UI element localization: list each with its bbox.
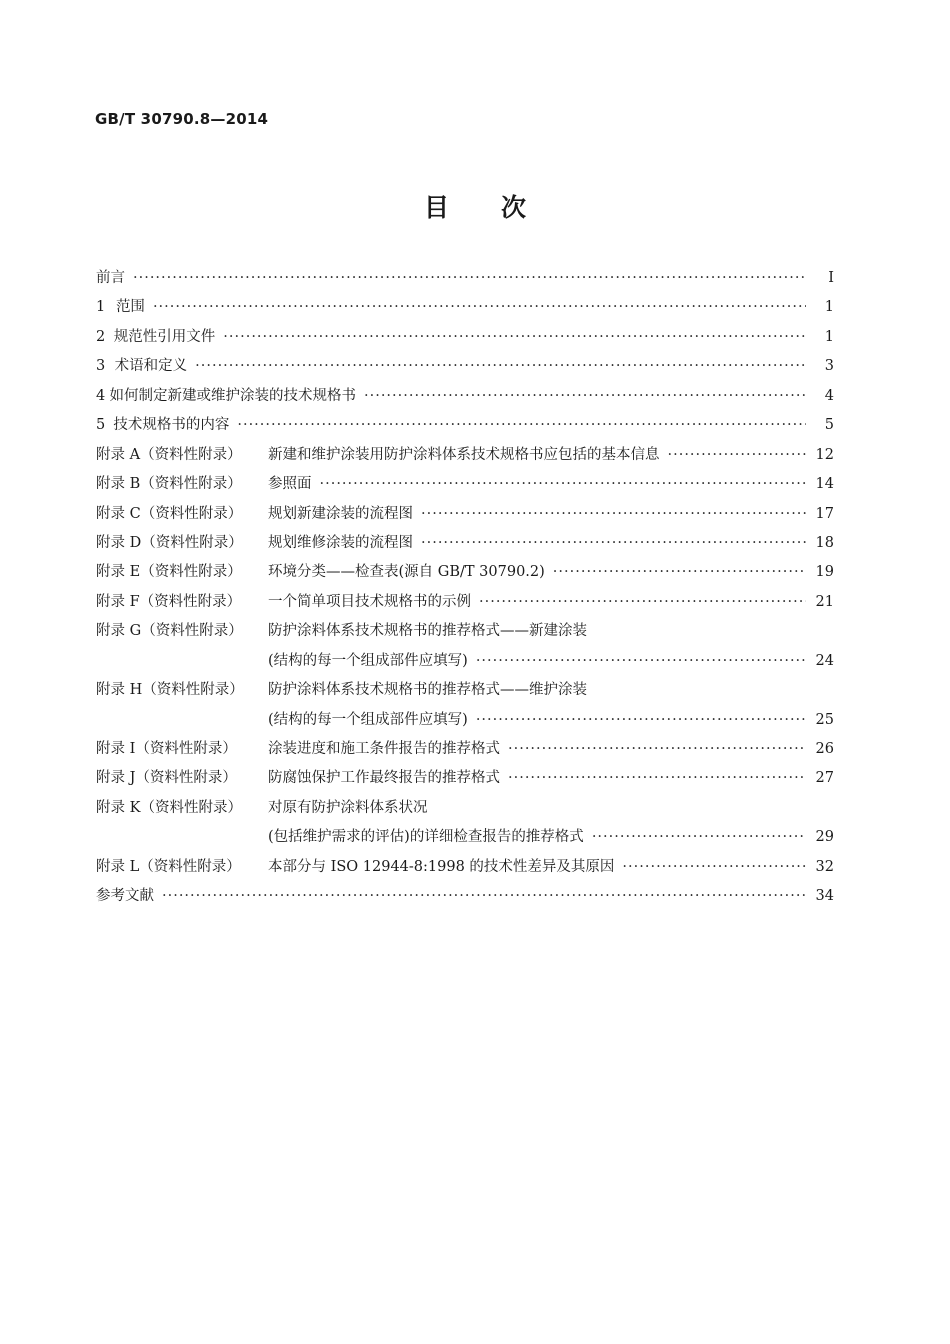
toc-entry[interactable]	[96, 794, 834, 823]
toc-leader-dots	[421, 500, 806, 529]
toc-entry[interactable]	[96, 323, 834, 352]
toc-entry-page-number: 29	[815, 829, 834, 846]
toc-entry[interactable]	[96, 264, 834, 293]
toc-leader-dots	[476, 647, 806, 676]
toc-entry-label: 技术规格书的内容	[113, 417, 230, 434]
toc-entry-page-number: 12	[815, 446, 834, 463]
toc-entry-page-number: 32	[815, 858, 834, 875]
toc-entry-label: 一个简单项目技术规格书的示例	[268, 593, 471, 610]
toc-entry-annex-prefix: 附录 G（资料性附录）	[96, 623, 243, 640]
toc-entry-page-number: 4	[824, 387, 834, 404]
toc-leader-dots	[153, 293, 806, 322]
toc-entry[interactable]	[96, 706, 834, 735]
toc-entry-label: 环境分类——检查表(源自 GB/T 30790.2)	[268, 564, 545, 581]
toc-entry-annex-prefix: 附录 L（资料性附录）	[96, 858, 241, 875]
toc-leader-dots	[223, 323, 806, 352]
toc-entry[interactable]	[96, 823, 834, 852]
toc-leader-dots	[508, 735, 806, 764]
toc-entry-page-number: 3	[824, 358, 834, 375]
toc-leader-dots	[592, 823, 806, 852]
toc-entry[interactable]	[96, 853, 834, 882]
toc-entry-page-number: 24	[815, 652, 834, 669]
toc-entry[interactable]	[96, 529, 834, 558]
toc-entry-number: 1	[96, 299, 106, 316]
toc-entry[interactable]	[96, 293, 834, 322]
toc-entry[interactable]	[96, 882, 834, 911]
toc-entry-label: 新建和维护涂装用防护涂料体系技术规格书应包括的基本信息	[268, 446, 660, 463]
toc-entry-label: 防护涂料体系技术规格书的推荐格式——维护涂装	[268, 682, 587, 699]
toc-leader-dots	[162, 882, 806, 911]
toc-entry-number: 5	[96, 417, 106, 434]
toc-entry-number: 2	[96, 328, 106, 345]
toc-leader-dots	[479, 588, 806, 617]
toc-entry-label: 术语和定义	[114, 358, 188, 375]
toc-leader-dots	[364, 382, 806, 411]
toc-entry[interactable]	[96, 588, 834, 617]
toc-entry[interactable]	[96, 735, 834, 764]
toc-entry-page-number: 21	[815, 593, 834, 610]
toc-entry-annex-prefix: 附录 K（资料性附录）	[96, 799, 242, 816]
toc-entry[interactable]	[96, 382, 834, 411]
toc-entry-annex-prefix: 附录 E（资料性附录）	[96, 564, 242, 581]
toc-entry-annex-prefix: 附录 F（资料性附录）	[96, 593, 242, 610]
toc-entry-annex-prefix: 附录 B（资料性附录）	[96, 476, 242, 493]
toc-entry-label: 前言	[96, 270, 125, 286]
toc-entry-label: 规划维修涂装的流程图	[268, 534, 413, 551]
toc-leader-dots	[668, 441, 807, 470]
toc-entry-label: 防腐蚀保护工作最终报告的推荐格式	[268, 770, 500, 787]
toc-leader-dots	[421, 529, 806, 558]
toc-entry-page-number: Ⅰ	[828, 270, 834, 286]
toc-entry-annex-prefix: 附录 C（资料性附录）	[96, 505, 243, 522]
toc-entry-label: 范围	[115, 299, 145, 316]
toc-entry-page-number: 34	[815, 888, 834, 905]
toc-entry[interactable]	[96, 558, 834, 587]
toc-entry-annex-prefix: 附录 A（资料性附录）	[96, 446, 242, 463]
toc-entry-number: 3	[96, 358, 106, 375]
toc-entry-page-number: 26	[815, 741, 834, 757]
toc-entry-label: 参照面	[268, 476, 312, 493]
toc-entry-label: 对原有防护涂料体系状况	[268, 799, 428, 816]
toc-entry[interactable]	[96, 676, 834, 705]
toc-leader-dots	[622, 853, 806, 882]
toc-entry-label: (结构的每一个组成部件应填写)	[268, 652, 468, 669]
toc-entry-label: (包括维护需求的评估)的详细检查报告的推荐格式	[268, 829, 584, 846]
toc-entry-page-number: 1	[824, 328, 834, 345]
toc-leader-dots	[237, 411, 806, 440]
toc-leader-dots	[320, 470, 807, 499]
toc-leader-dots	[195, 352, 806, 381]
toc-entry-number: 4	[96, 387, 106, 404]
toc-entry[interactable]	[96, 500, 834, 529]
toc-entry[interactable]	[96, 764, 834, 793]
toc-entry-page-number: 17	[815, 505, 834, 522]
toc-entry[interactable]	[96, 647, 834, 676]
toc-entry-label: 防护涂料体系技术规格书的推荐格式——新建涂装	[268, 623, 587, 640]
toc-entry-annex-prefix: 附录 H（资料性附录）	[96, 682, 244, 699]
toc-leader-dots	[508, 764, 806, 793]
toc-entry[interactable]	[96, 470, 834, 499]
toc-entry-page-number: 25	[815, 711, 834, 728]
toc-entry-label: 规范性引用文件	[113, 328, 216, 345]
toc-leader-dots	[553, 558, 806, 587]
toc-entry-annex-prefix: 附录 I（资料性附录）	[96, 741, 237, 757]
toc-entry[interactable]	[96, 617, 834, 646]
toc-entry-label: 涂装进度和施工条件报告的推荐格式	[268, 741, 500, 757]
toc-entry-page-number: 14	[815, 476, 834, 493]
toc-entry[interactable]	[96, 411, 834, 440]
toc-entry-label: 规划新建涂装的流程图	[268, 505, 413, 522]
toc-entry[interactable]	[96, 441, 834, 470]
toc-entry-annex-prefix: 附录 J（资料性附录）	[96, 770, 237, 787]
toc-entry-page-number: 18	[815, 534, 834, 551]
toc-entry-page-number: 27	[815, 770, 834, 787]
toc-entry-label: 本部分与 ISO 12944-8:1998 的技术性差异及其原因	[268, 858, 615, 875]
toc-entry-page-number: 1	[824, 299, 834, 316]
toc-entry-label: 如何制定新建或维护涂装的技术规格书	[109, 387, 356, 404]
toc-title: 目次	[423, 193, 578, 222]
document-code: GB/T 30790.8—2014	[95, 110, 269, 128]
toc-entry-label: (结构的每一个组成部件应填写)	[268, 711, 468, 728]
toc-leader-dots	[476, 706, 806, 735]
toc-entry-page-number: 19	[815, 564, 834, 581]
toc-entry-page-number: 5	[824, 417, 834, 434]
toc-entry[interactable]	[96, 352, 834, 381]
toc-entry-label: 参考文献	[96, 888, 154, 905]
toc-leader-dots	[133, 264, 806, 293]
table-of-contents	[96, 264, 834, 912]
toc-entry-annex-prefix: 附录 D（资料性附录）	[96, 534, 243, 551]
